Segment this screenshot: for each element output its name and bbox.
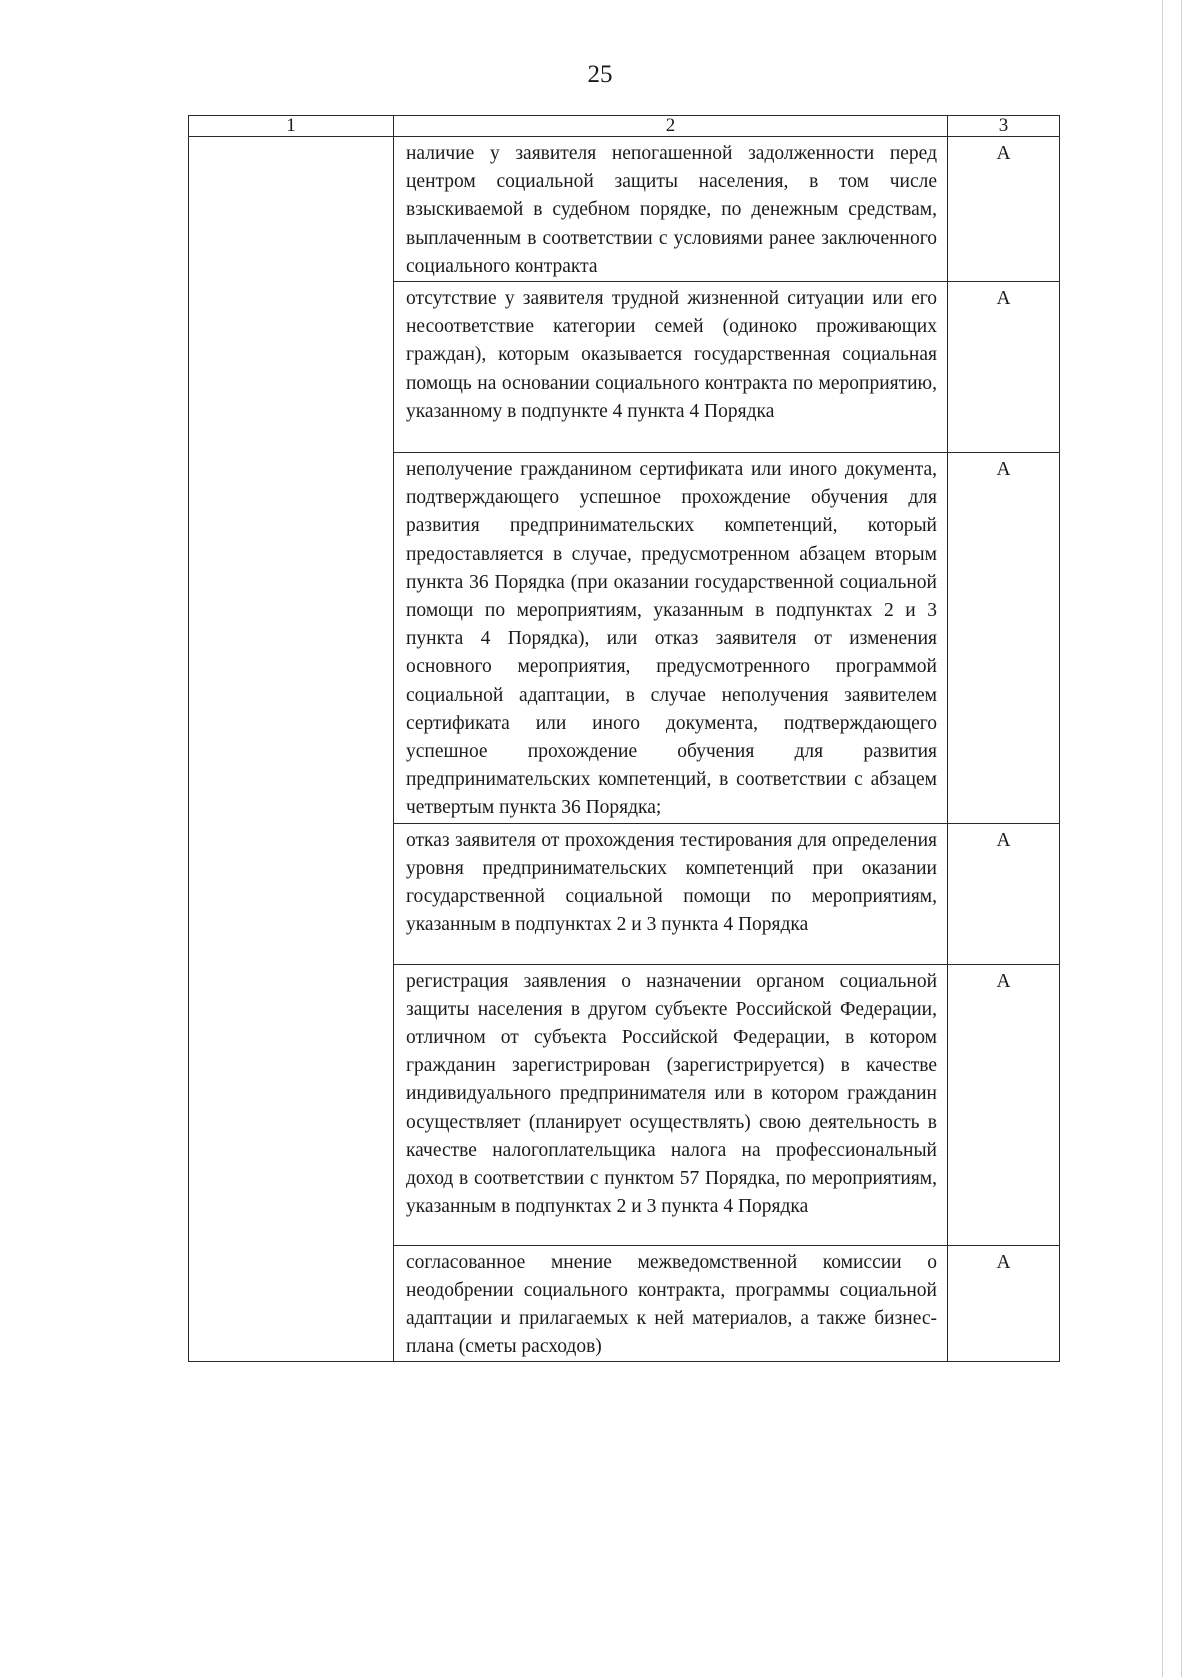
grounds-table xyxy=(188,115,1060,1362)
code-cell xyxy=(948,137,1060,282)
code-text: А xyxy=(996,1251,1011,1273)
reason-text: отсутствие у заявителя трудной жизненной ситуации или его несоответствие категории семей (одиноко проживающих граждан), которым оказывается государственная социальная помощь на основании социального контракта по мероприятию, указанному в подпункте 4 пункта 4 Порядка xyxy=(406,288,937,422)
reason-cell xyxy=(394,282,948,453)
reason-text: наличие у заявителя непогашенной задолженности перед центром социальной защиты населения, в том числе взыскиваемой в судебном порядке, по денежным средствам, выплаченным в соответствии с условиями ранее заключенного социального контракта xyxy=(406,143,937,277)
page-number: 25 xyxy=(587,61,613,88)
code-cell xyxy=(948,282,1060,453)
reason-cell xyxy=(394,823,948,964)
reason-cell xyxy=(394,137,948,282)
code-cell xyxy=(948,964,1060,1245)
code-text: А xyxy=(996,459,1011,481)
reason-text: согласованное мнение межведомственной комиссии о неодобрении социального контракта, программы социальной адаптации и прилагаемых к ней материалов, а также бизнес-плана (сметы расходов) xyxy=(406,1251,937,1358)
code-text: А xyxy=(996,970,1011,992)
reason-text: отказ заявителя от прохождения тестирования для определения уровня предпринимательских компетенций при оказании государственной социальной помощи по мероприятиям, указанным в подпунктах 2 и 3 пункта 4 Порядка xyxy=(406,829,937,936)
reason-text: неполучение гражданином сертификата или иного документа, подтверждающего успешное прохождение обучения для развития предпринимательских компетенций, который предоставляется в случае, предусмотренном абзацем вторым пункта 36 Порядка (при оказании государственной социальной помощи по мероприятиям, указанным в подпунктах 2 и 3 пункта 4 Порядка), или отказ заявителя от изменения основного мероприятия, предусмотренного программой социальной адаптации, в случае неполучения заявителем сертификата или иного документа, подтверждающего успешное прохождение обучения для развития предпринимательских компетенций, в соответствии с абзацем четвертым пункта 36 Порядка; xyxy=(406,459,937,819)
reason-text: регистрация заявления о назначении органом социальной защиты населения в другом субъекте Российской Федерации, отличном от субъекта Российской Федерации, в котором гражданин зарегистрирован (зарегистрируется) в качестве индивидуального предпринимателя или в котором гражданин осуществляет (планирует осуществлять) свою деятельность в качестве налогоплательщика налога на профессиональный доход в соответствии с пунктом 57 Порядка, по мероприятиям, указанным в подпунктах 2 и 3 пункта 4 Порядка xyxy=(406,970,937,1218)
code-cell xyxy=(948,453,1060,824)
code-cell xyxy=(948,1245,1060,1362)
header-col-3: 3 xyxy=(948,116,1060,137)
reason-cell xyxy=(394,453,948,824)
col1-cell-empty xyxy=(189,137,394,1362)
code-cell xyxy=(948,823,1060,964)
header-col-1: 1 xyxy=(189,116,394,137)
code-text: А xyxy=(996,143,1011,164)
code-text: А xyxy=(996,288,1011,310)
table-header-row xyxy=(189,116,1060,137)
code-text: А xyxy=(996,829,1011,851)
header-col-2: 2 xyxy=(394,116,948,137)
table-row xyxy=(189,137,1060,282)
reason-cell xyxy=(394,964,948,1245)
reason-cell xyxy=(394,1245,948,1362)
